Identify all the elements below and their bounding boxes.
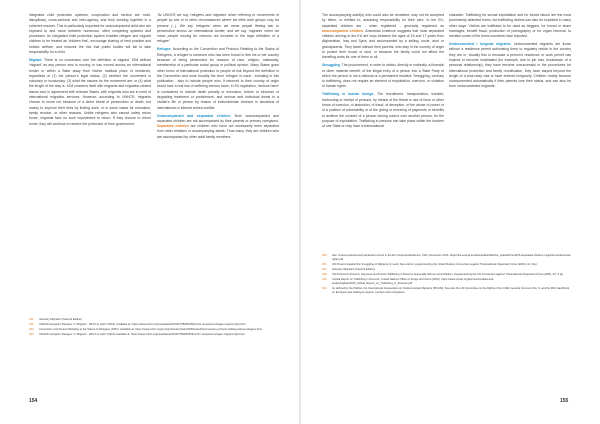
term-heading-refugee: Refugee. <box>157 47 172 52</box>
paragraph-migrant: Migrant. There is no consensus over the definition of migrant. IOM defines 'migrant' as any person who is moving or has moved across an international border or within a State away from his/her habitual place of residence, regardless of (1) the person's legal status; (2) whether the movement is voluntary or involuntary; (3) what the causes for the movement are; or (4) what the length of the stay is. IOM concerns itself with migrants and migration-related issues and, in agreement with relevant States, with migrants who are in need of international migration services. However, according to UNHCR, migrants choose to move not because of a direct threat of persecution or death, but mainly to improve their lives by finding work, or in some cases for education, family reunion, or other reasons. Unlike refugees who cannot safely return home, migrants face no such impediment to return. If they choose to return home, they will continue to receive the protection of their government. <box>29 57 151 126</box>
page-gutter <box>299 0 301 424</box>
footnote: 189. 'Global Report on Trafficking in Persons', United Nations Office on Drugs and Crime (2016). https://www.unodc.org/documents/data-and-analysis/glotip/2016_Global_Report_on_Trafficking_in_Persons.pdf <box>322 277 494 286</box>
left-page-column-2 <box>157 13 279 143</box>
right-page-footnotes <box>322 254 572 296</box>
footnote: 184. UNHCR viewpoint 'Refugee' or 'Migrant' - Which is right? (2016) Available at: https://www.unhcr.org/news/latest/2016/7/55df0e556/unhcr-viewpoint-refugee-migrant-right.html <box>29 332 245 336</box>
right-page-column-1 <box>322 13 444 132</box>
footnote: 186. UN Protocol Against the Smuggling of Migrants by Land, Sea and Air, supplementing the United Nations Convention against Transnational Organized Crime (2000), Art. 3(a). <box>322 263 538 267</box>
term-heading-trafficking: Trafficking in human beings. <box>322 92 375 97</box>
paragraph-smuggling: Smuggling. The procurement, in order to obtain, directly or indirectly, a financial or other material benefit, of the illegal entry of a person into a State Party of which the person is not a national or a permanent resident. Smuggling, contrary to trafficking, does not require an element of exploitation, coercion, or violation of human rights. <box>322 63 444 89</box>
paragraph: character. Trafficking for sexual exploitation and for forced labour are the most prominently detected forms, but trafficking victims can also be exploited in many other ways. Victims are trafficked to be used as beggars, for forced or sham marriages, benefit fraud, production of pornography or for organ removal, to mention some of the forms countries have reported. <box>449 13 571 39</box>
footnote: 185. See 'Unaccompanied and separated minors in the EU: Reported Evidence', FRA, December 2016. https://fra.europa.eu/sites/default/files/fra_uploads/fra-2016-separated-children-migrants-fundamental-rights.pdf <box>322 254 571 262</box>
footnote: 190. As defined by the Platform for International Cooperation on Undocumented Migrants (PICUM). See also the UN Committee on the Rights of the Child, General Comment No. 6, and the FRA Handbook on European law relating to asylum, borders and immigration. <box>322 287 570 295</box>
paragraph-trafficking: Trafficking in human beings. The recruitment, transportation, transfer, harbouring or receipt of persons, by means of the threat or use of force or other forms of coercion, of abduction, of fraud, of deception, of the abuse of power or of a position of vulnerability or of the giving or receiving of payments or benefits to achieve the consent of a person having control over another person, for the purpose of exploitation. Trafficking in persons can take place within the borders of one State or may have a transnational <box>322 92 444 129</box>
left-page-footnotes <box>29 318 279 338</box>
right-page-column-2 <box>449 13 571 92</box>
paragraph-refugee: Refugee. According to the Convention and Protocol Relating to the Status of Refugees, a refugee is someone who has been forced to flee his or her country because of being persecuted for reasons of race, religion, nationality, membership of a particular social group or political opinion. Many States grant other forms of international protection to people at risk beyond the definition in the Convention and more broadly the term 'refugee' is used - including in this publication - also to include people who, if returned to their country of origin would face a real risk of suffering serious harm. In EU legislation, 'serious harm' is considered to include death penalty or execution, torture or inhuman or degrading treatment or punishment, and serious and individual threat to a civilian's life or person by reason of indiscriminate violence in situations of international or internal armed conflict. <box>157 47 279 110</box>
page-number-right: 155 <box>560 398 569 404</box>
term-heading-smuggling: Smuggling. <box>322 63 341 68</box>
term-heading-unaccompanied: Unaccompanied and separated children. <box>157 113 232 118</box>
term-heading-migrant: Migrant. <box>29 57 43 62</box>
paragraph: The accompanying adult(s) who could also be unrelated, may not be accepted by either, or entitled to, assuming responsibility for their care. In the EU, separated children are - when registered - generally registered as unaccompanied children. Anecdotal evidence suggests that most separated children arriving in the EU are boys between the ages of 15 and 17 years from Afghanistan, Iraq and Syria, and accompanied by a sibling, uncle, aunt or grandparents. They travel without their parents, who stay in the country of origin to protect their house or land, or because the family could not afford the travelling costs for one of them or all. <box>322 13 444 60</box>
page-number-left: 154 <box>29 398 38 404</box>
footnote: 188. UN Protocol to Prevent, Suppress and Punish Trafficking in Persons, Especially Women and Children, Supplementing the UN Convention against Transnational Organized Crime (2000), Art. 3 (a). <box>322 272 564 276</box>
left-page-column-1 <box>29 13 151 129</box>
paragraph: integrated child protection systems, cooperation and service are multi-disciplinary, cross-sectoral and inter-agency, and they working together in a coherent manner. This is particularly important for unaccompanied child who are exposed to and move between numerous, often competing systems and processes. An integrated child protection system enables refugee and migrant children to be treated as 'children first', encourage sharing of best practice and holistic welfare, and reduces the risk that public bodies will fail to take responsibility for a child. <box>29 13 151 55</box>
term-separated-children: Separated children <box>157 124 189 129</box>
term-unaccompanied-children: unaccompanied children <box>322 28 364 33</box>
paragraph-unaccompanied: Unaccompanied and separated children. Both unaccompanied and separated children are not accompanied by their parents or primary caregivers. Separated children are children who have not necessarily been separated from other relatives or accompanying adults. Thus many, they are children who are accompanied by other adult family members. <box>157 113 279 139</box>
footnote: 183. Convention and Protocol Relating to the Status of Refugees (1951). Available at: https://www.unhcr.org/en-lk/protection/basic/3b66c2aa10/convention-protocol-relating-status-refugees.html <box>29 327 262 331</box>
footnote: 181. Glossary Migration (Second Edition) <box>29 318 83 321</box>
footnote: 182. UNHCR viewpoint 'Refugee' or 'Migrant' - Which is right? (2016). Available at: https://www.unhcr.org/news/latest/2016/7/55df0e556/unhcr-viewpoint-refugee-migrant-right.html <box>29 322 246 326</box>
footnote: 187. Glossary Migration (Second Edition) <box>322 268 376 272</box>
quote-paragraph: "At UNHCR we say 'refugees and migrants' when referring to movements of people by sea or in other circumstances where we think both groups may be present (...). We say 'refugees' when we mean people fleeing war or persecution across an international border, and we say 'migrants' when we mean people moving for reasons not included in the legal definition of a refugee". <box>157 13 279 44</box>
paragraph-undocumented: Undocumented / irregular migrants. Undocumented migrants are those without a residence permit authorising them to regularly reside in the country they are in. Usually this is because a person's residence or work permit has expired or become invalidated (for example, due to job loss, breakdown of a personal relationship), they have become unsuccessful in the procedures for international protection and family reunification, they have stayed beyond the length of a short-stay visa or have entered irregularly. Children mostly become undocumented automatically if their parents lose their status, and can also be born 'undocumented migrants'. <box>449 42 571 89</box>
term-heading-undocumented: Undocumented / irregular migrants. <box>449 42 512 47</box>
